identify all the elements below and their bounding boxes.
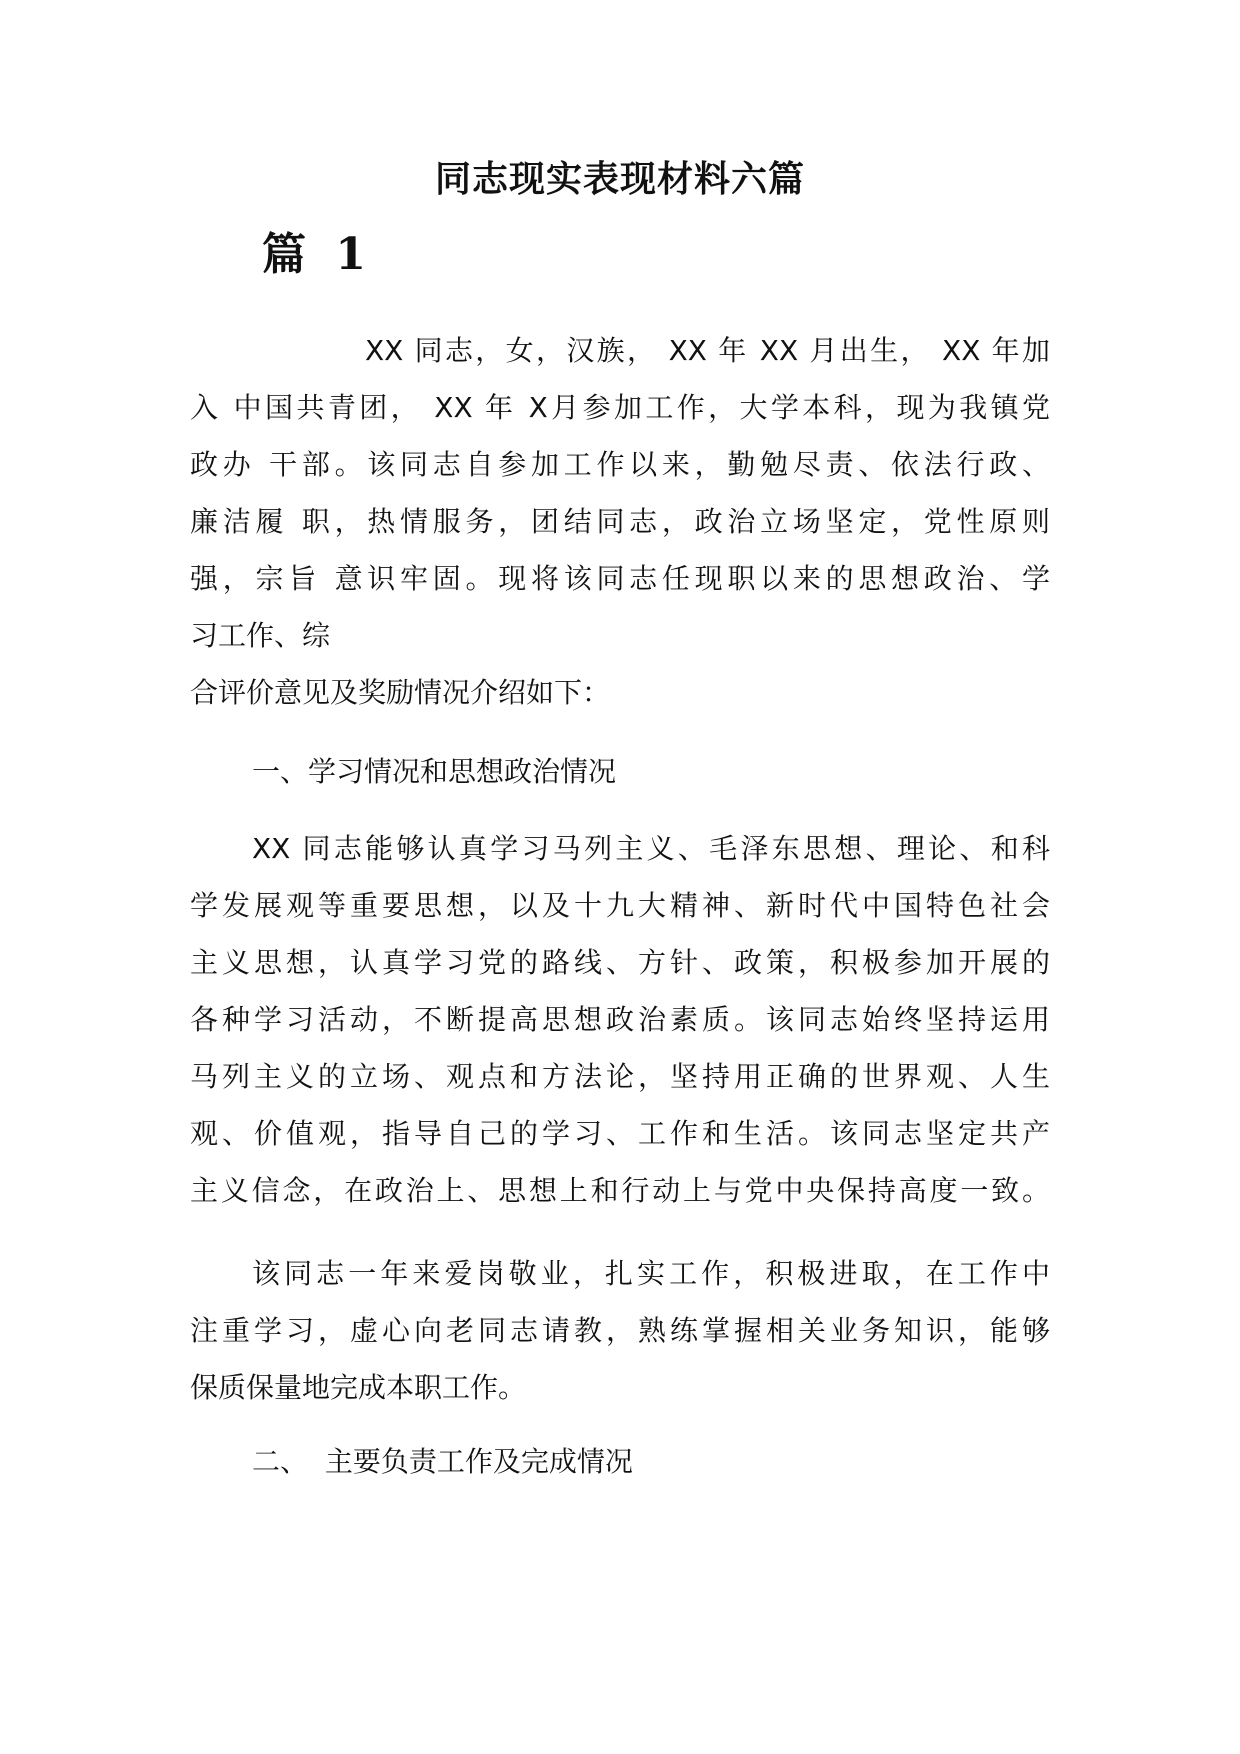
paragraph-line: 入 中国共青团， XX 年 X月参加工作，大学本科，现为我镇党	[190, 391, 1050, 424]
paragraph-study	[190, 820, 1050, 1219]
section-heading: 篇 1	[262, 229, 366, 280]
document-title: 同志现实表现材料六篇	[434, 159, 805, 200]
paragraph-line: 强，宗旨 意识牢固。现将该同志任现职以来的思想政治、学	[190, 562, 1050, 595]
paragraph-line: 各种学习活动，不断提高思想政治素质。该同志始终坚持运用	[190, 1003, 1050, 1036]
paragraph-line: 注重学习，虚心向老同志请教，熟练掌握相关业务知识，能够	[190, 1314, 1050, 1347]
paragraph-line: XX 同志，女，汉族， XX 年 XX 月出生， XX 年加	[365, 334, 1050, 367]
paragraph-line: 主义信念，在政治上、思想上和行动上与党中央保持高度一致。	[190, 1174, 1050, 1207]
paragraph-intro	[190, 322, 1050, 721]
subheading-study: 一、学习情况和思想政治情况	[252, 755, 617, 788]
paragraph-line: 马列主义的立场、观点和方法论，坚持用正确的世界观、人生	[190, 1060, 1050, 1093]
paragraph-line: XX 同志能够认真学习马列主义、毛泽东思想、理论、和科	[252, 832, 1050, 865]
paragraph-line: 该同志一年来爱岗敬业，扎实工作，积极进取，在工作中	[252, 1257, 1050, 1290]
paragraph-line: 观、价值观，指导自己的学习、工作和生活。该同志坚定共产	[190, 1117, 1050, 1150]
paragraph-line: 学发展观等重要思想，以及十九大精神、新时代中国特色社会	[190, 889, 1050, 922]
paragraph-line: 主义思想，认真学习党的路线、方针、政策，积极参加开展的	[190, 946, 1050, 979]
paragraph-line: 合评价意见及奖励情况介绍如下：	[190, 676, 611, 709]
subheading-duties: 二、 主要负责工作及完成情况	[252, 1445, 633, 1478]
paragraph-line: 廉洁履 职，热情服务，团结同志，政治立场坚定，党性原则	[190, 505, 1050, 538]
paragraph-line: 政办 干部。该同志自参加工作以来，勤勉尽责、依法行政、	[190, 448, 1050, 481]
paragraph-line: 习工作、综	[190, 619, 331, 652]
paragraph-work	[190, 1245, 1050, 1416]
paragraph-line: 保质保量地完成本职工作。	[190, 1371, 527, 1404]
